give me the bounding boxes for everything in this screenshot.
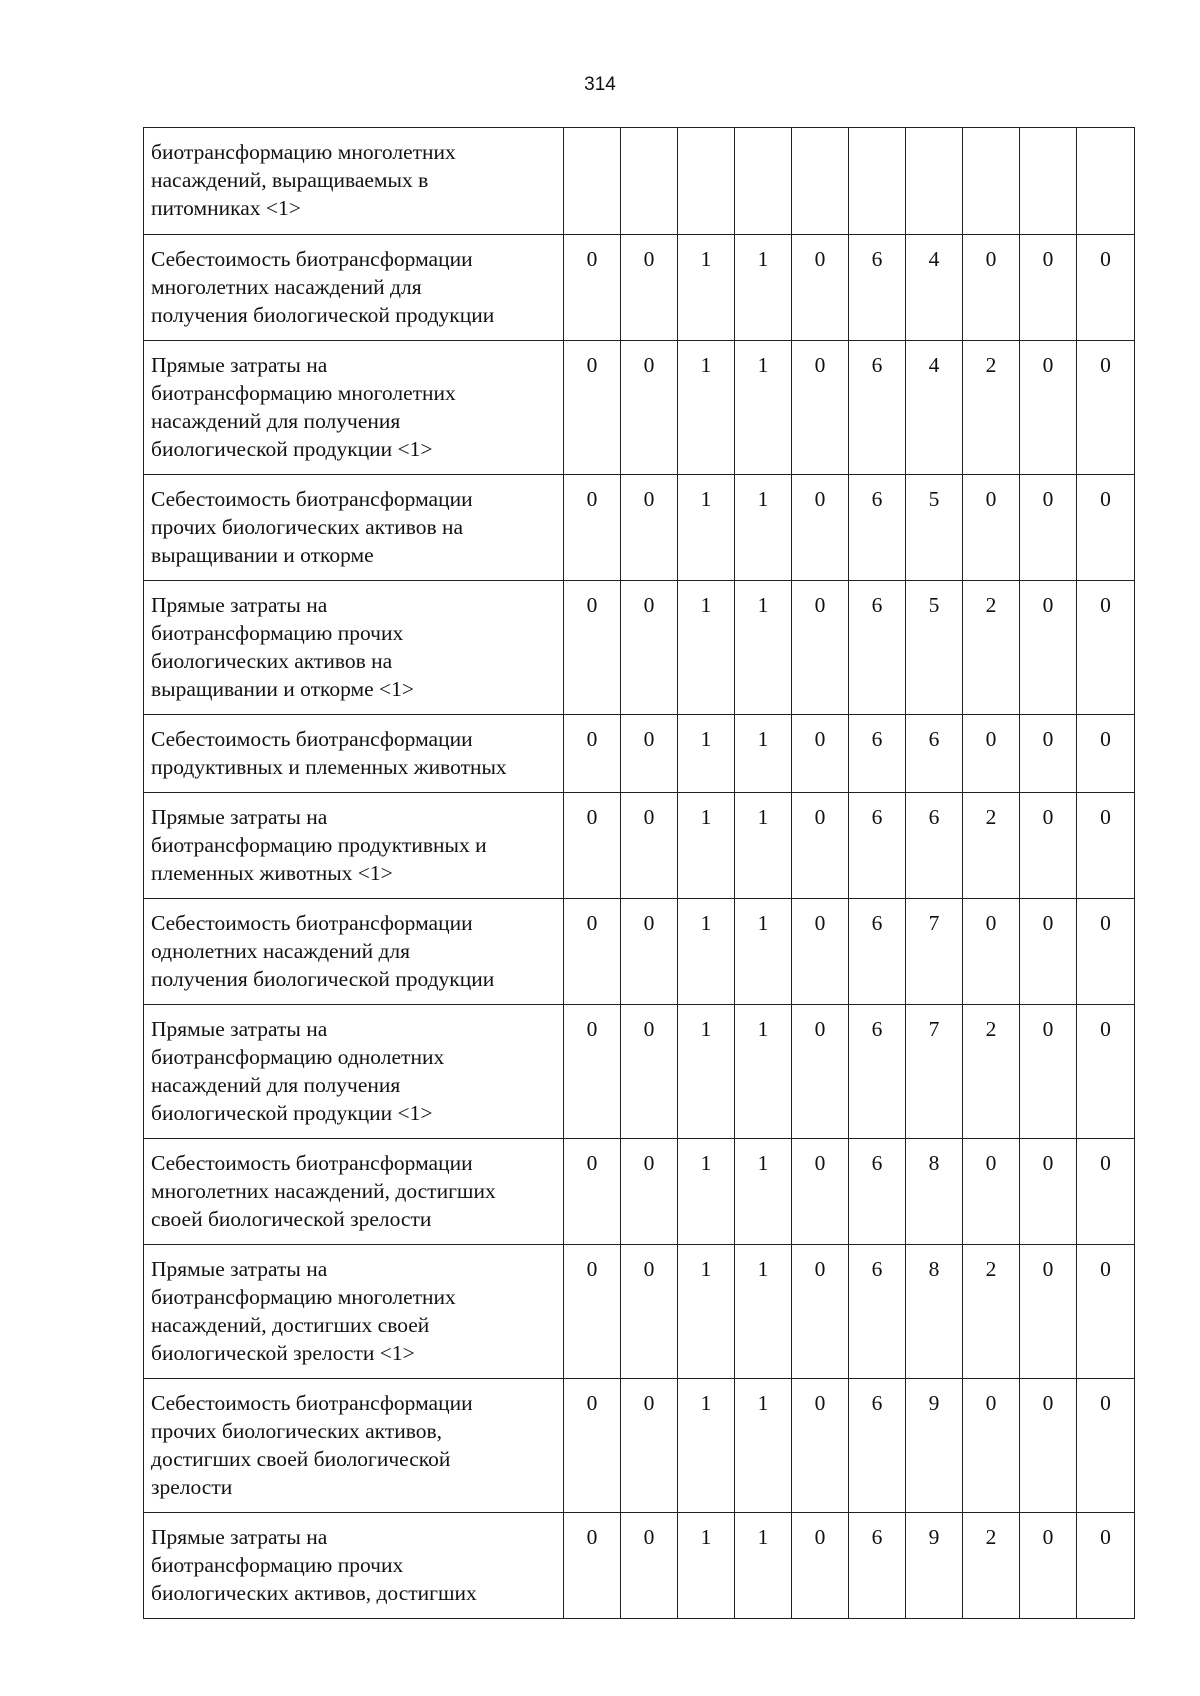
row-description	[144, 1513, 564, 1619]
code-digit-cell: 0	[1020, 1139, 1077, 1245]
code-digit-cell: 0	[564, 581, 621, 715]
description-line: выращивании и откорме <1>	[151, 677, 415, 701]
table-body	[144, 128, 1135, 1619]
description-line: биологической продукции <1>	[151, 437, 433, 461]
code-digit-cell: 6	[849, 235, 906, 341]
code-digit-cell: 1	[678, 475, 735, 581]
table-row	[144, 899, 1135, 1005]
code-digit-cell: 2	[963, 581, 1020, 715]
code-digit-cell	[1020, 128, 1077, 235]
code-digit-cell: 0	[1077, 1379, 1135, 1513]
code-digit-cell: 2	[963, 1513, 1020, 1619]
table-row	[144, 1379, 1135, 1513]
code-digit-cell: 6	[849, 1245, 906, 1379]
table-row	[144, 793, 1135, 899]
code-digit-cell: 0	[564, 475, 621, 581]
code-digit-cell: 6	[849, 1379, 906, 1513]
description-line: насаждений, достигших своей	[151, 1313, 430, 1337]
row-description	[144, 475, 564, 581]
code-digit-cell	[906, 128, 963, 235]
code-digit-cell: 1	[735, 793, 792, 899]
description-line: Себестоимость биотрансформации	[151, 1391, 473, 1415]
code-digit-cell: 1	[735, 715, 792, 793]
code-digit-cell: 0	[621, 1513, 678, 1619]
description-line: Себестоимость биотрансформации	[151, 727, 473, 751]
code-digit-cell: 0	[564, 1139, 621, 1245]
code-digit-cell: 0	[792, 1513, 849, 1619]
description-line: прочих биологических активов на	[151, 515, 464, 539]
code-digit-cell	[792, 128, 849, 235]
code-digit-cell: 1	[735, 1379, 792, 1513]
code-digit-cell: 5	[906, 581, 963, 715]
description-line: насаждений для получения	[151, 1073, 401, 1097]
account-codes-table	[143, 127, 1135, 1619]
code-digit-cell	[1077, 128, 1135, 235]
code-digit-cell: 0	[792, 341, 849, 475]
code-digit-cell	[735, 128, 792, 235]
code-digit-cell: 0	[792, 1005, 849, 1139]
description-line: достигших своей биологической	[151, 1447, 451, 1471]
code-digit-cell: 2	[963, 793, 1020, 899]
code-digit-cell: 0	[1020, 1379, 1077, 1513]
code-digit-cell: 0	[621, 341, 678, 475]
code-digit-cell: 0	[963, 1139, 1020, 1245]
code-digit-cell: 0	[1020, 1005, 1077, 1139]
code-digit-cell: 0	[1020, 899, 1077, 1005]
code-digit-cell: 0	[1077, 793, 1135, 899]
description-line: Прямые затраты на	[151, 1257, 328, 1281]
code-digit-cell: 1	[735, 1245, 792, 1379]
description-line: биотрансформацию однолетних	[151, 1045, 445, 1069]
code-digit-cell: 0	[963, 1379, 1020, 1513]
code-digit-cell: 0	[963, 899, 1020, 1005]
code-digit-cell: 4	[906, 341, 963, 475]
code-digit-cell: 1	[735, 475, 792, 581]
code-digit-cell: 0	[792, 235, 849, 341]
code-digit-cell: 0	[792, 1139, 849, 1245]
code-digit-cell: 1	[735, 341, 792, 475]
code-digit-cell: 2	[963, 1245, 1020, 1379]
code-digit-cell: 2	[963, 341, 1020, 475]
row-description	[144, 581, 564, 715]
code-digit-cell: 2	[963, 1005, 1020, 1139]
code-digit-cell	[621, 128, 678, 235]
row-description	[144, 1005, 564, 1139]
code-digit-cell: 6	[849, 475, 906, 581]
code-digit-cell: 0	[564, 899, 621, 1005]
description-line: однолетних насаждений для	[151, 939, 411, 963]
code-digit-cell	[564, 128, 621, 235]
code-digit-cell: 6	[849, 899, 906, 1005]
description-line: питомниках <1>	[151, 196, 301, 220]
description-line: биотрансформацию прочих	[151, 1553, 404, 1577]
code-digit-cell: 0	[621, 793, 678, 899]
description-line: Себестоимость биотрансформации	[151, 1151, 473, 1175]
code-digit-cell: 0	[564, 1379, 621, 1513]
code-digit-cell: 0	[963, 475, 1020, 581]
description-line: Прямые затраты на	[151, 1017, 328, 1041]
description-line: биологической продукции <1>	[151, 1101, 433, 1125]
code-digit-cell: 1	[678, 341, 735, 475]
description-line: Прямые затраты на	[151, 353, 328, 377]
code-digit-cell: 1	[678, 1513, 735, 1619]
code-digit-cell	[963, 128, 1020, 235]
description-line: биотрансформацию многолетних	[151, 140, 456, 164]
code-digit-cell: 0	[621, 1139, 678, 1245]
code-digit-cell: 0	[1020, 715, 1077, 793]
table-row	[144, 1139, 1135, 1245]
row-description	[144, 793, 564, 899]
code-digit-cell: 0	[621, 899, 678, 1005]
code-digit-cell: 0	[564, 235, 621, 341]
code-digit-cell: 6	[849, 341, 906, 475]
description-line: Себестоимость биотрансформации	[151, 487, 473, 511]
code-digit-cell: 0	[1077, 341, 1135, 475]
code-digit-cell: 0	[564, 341, 621, 475]
description-line: зрелости	[151, 1475, 233, 1499]
description-line: биологических активов на	[151, 649, 393, 673]
code-digit-cell: 1	[678, 235, 735, 341]
code-digit-cell: 1	[678, 581, 735, 715]
description-line: биотрансформацию многолетних	[151, 381, 456, 405]
table-row	[144, 235, 1135, 341]
code-digit-cell: 0	[963, 235, 1020, 341]
code-digit-cell: 0	[792, 581, 849, 715]
description-line: получения биологической продукции	[151, 303, 495, 327]
description-line: биотрансформацию многолетних	[151, 1285, 456, 1309]
code-digit-cell: 6	[849, 1513, 906, 1619]
code-digit-cell: 0	[621, 715, 678, 793]
code-digit-cell: 1	[735, 1513, 792, 1619]
description-line: своей биологической зрелости	[151, 1207, 432, 1231]
description-line: племенных животных <1>	[151, 861, 393, 885]
code-digit-cell: 0	[621, 1379, 678, 1513]
description-line: получения биологической продукции	[151, 967, 495, 991]
table-row	[144, 341, 1135, 475]
code-digit-cell: 0	[621, 1005, 678, 1139]
code-digit-cell: 1	[678, 1005, 735, 1139]
code-digit-cell: 0	[564, 1513, 621, 1619]
table-row	[144, 581, 1135, 715]
row-description	[144, 899, 564, 1005]
code-digit-cell: 0	[792, 715, 849, 793]
code-digit-cell: 0	[1077, 1245, 1135, 1379]
description-line: Прямые затраты на	[151, 805, 328, 829]
code-digit-cell: 0	[1077, 1005, 1135, 1139]
code-digit-cell: 1	[735, 581, 792, 715]
table-row	[144, 715, 1135, 793]
description-line: Себестоимость биотрансформации	[151, 247, 473, 271]
code-digit-cell: 0	[1077, 899, 1135, 1005]
description-line: многолетних насаждений для	[151, 275, 422, 299]
code-digit-cell: 1	[678, 715, 735, 793]
code-digit-cell: 8	[906, 1245, 963, 1379]
row-description	[144, 235, 564, 341]
code-digit-cell: 7	[906, 1005, 963, 1139]
row-description	[144, 1245, 564, 1379]
code-digit-cell: 0	[1077, 235, 1135, 341]
code-digit-cell: 0	[1020, 235, 1077, 341]
code-digit-cell: 0	[792, 1245, 849, 1379]
code-digit-cell: 0	[1077, 1139, 1135, 1245]
description-line: насаждений, выращиваемых в	[151, 168, 429, 192]
code-digit-cell: 0	[1020, 1513, 1077, 1619]
row-description	[144, 128, 564, 235]
code-digit-cell: 1	[735, 899, 792, 1005]
code-digit-cell: 6	[849, 793, 906, 899]
code-digit-cell: 0	[792, 793, 849, 899]
code-digit-cell: 6	[906, 793, 963, 899]
row-description	[144, 1379, 564, 1513]
page-number: 314	[584, 74, 616, 95]
code-digit-cell: 0	[621, 1245, 678, 1379]
description-line: насаждений для получения	[151, 409, 401, 433]
code-digit-cell: 1	[735, 1005, 792, 1139]
code-digit-cell: 6	[849, 1005, 906, 1139]
description-line: многолетних насаждений, достигших	[151, 1179, 496, 1203]
code-digit-cell: 0	[1020, 475, 1077, 581]
code-digit-cell: 1	[678, 1139, 735, 1245]
description-line: Прямые затраты на	[151, 593, 328, 617]
code-digit-cell: 0	[1020, 581, 1077, 715]
code-digit-cell: 1	[678, 1245, 735, 1379]
code-digit-cell: 1	[678, 1379, 735, 1513]
code-digit-cell: 7	[906, 899, 963, 1005]
code-digit-cell: 4	[906, 235, 963, 341]
code-digit-cell: 0	[621, 581, 678, 715]
code-digit-cell: 0	[792, 899, 849, 1005]
code-digit-cell: 0	[564, 793, 621, 899]
description-line: биологических активов, достигших	[151, 1581, 477, 1605]
code-digit-cell: 0	[1077, 581, 1135, 715]
code-digit-cell: 5	[906, 475, 963, 581]
code-digit-cell: 9	[906, 1379, 963, 1513]
table-row	[144, 128, 1135, 235]
description-line: биологической зрелости <1>	[151, 1341, 415, 1365]
code-digit-cell: 6	[849, 715, 906, 793]
code-digit-cell: 6	[849, 581, 906, 715]
row-description	[144, 341, 564, 475]
code-digit-cell: 1	[678, 793, 735, 899]
table-row	[144, 475, 1135, 581]
row-description	[144, 715, 564, 793]
row-description	[144, 1139, 564, 1245]
code-digit-cell: 1	[735, 235, 792, 341]
code-digit-cell: 0	[621, 235, 678, 341]
description-line: выращивании и откорме	[151, 543, 374, 567]
code-digit-cell: 0	[1077, 715, 1135, 793]
code-digit-cell: 1	[678, 899, 735, 1005]
code-digit-cell: 0	[621, 475, 678, 581]
description-line: Прямые затраты на	[151, 1525, 328, 1549]
code-digit-cell: 0	[1020, 793, 1077, 899]
code-digit-cell: 0	[1020, 1245, 1077, 1379]
code-digit-cell: 6	[849, 1139, 906, 1245]
description-line: прочих биологических активов,	[151, 1419, 443, 1443]
code-digit-cell: 9	[906, 1513, 963, 1619]
table-row	[144, 1005, 1135, 1139]
code-digit-cell	[849, 128, 906, 235]
code-digit-cell: 8	[906, 1139, 963, 1245]
description-line: биотрансформацию прочих	[151, 621, 404, 645]
code-digit-cell: 1	[735, 1139, 792, 1245]
code-digit-cell: 0	[564, 1245, 621, 1379]
code-digit-cell: 0	[564, 715, 621, 793]
code-digit-cell: 0	[792, 475, 849, 581]
code-digit-cell	[678, 128, 735, 235]
code-digit-cell: 0	[1077, 1513, 1135, 1619]
table-row	[144, 1513, 1135, 1619]
code-digit-cell: 0	[963, 715, 1020, 793]
code-digit-cell: 0	[1077, 475, 1135, 581]
code-digit-cell: 0	[792, 1379, 849, 1513]
table-row	[144, 1245, 1135, 1379]
code-digit-cell: 6	[906, 715, 963, 793]
code-digit-cell: 0	[1020, 341, 1077, 475]
description-line: Себестоимость биотрансформации	[151, 911, 473, 935]
description-line: биотрансформацию продуктивных и	[151, 833, 487, 857]
code-digit-cell: 0	[564, 1005, 621, 1139]
description-line: продуктивных и племенных животных	[151, 755, 507, 779]
